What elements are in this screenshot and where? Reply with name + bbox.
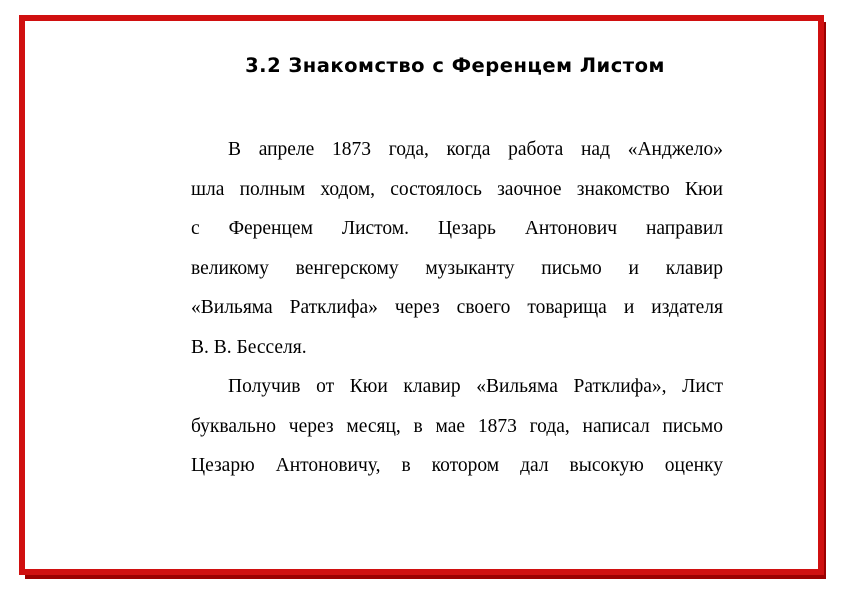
text-line: буквально через месяц, в мае 1873 года, написал письмо: [191, 415, 723, 437]
text-line: В. В. Бесселя.: [191, 336, 307, 358]
body-text: [191, 130, 723, 486]
text-line: шла полным ходом, состоялось заочное знакомство Кюи: [191, 178, 723, 200]
paragraph-2: [191, 367, 723, 486]
text-line: В апреле 1873 года, когда работа над «Анджело»: [228, 139, 723, 160]
text-line: Цезарю Антоновичу, в котором дал высокую оценку: [191, 455, 723, 476]
text-line: «Вильяма Ратклифа» через своего товарища и издателя: [191, 297, 723, 318]
text-line: великому венгерскому музыканту письмо и клавир: [191, 257, 723, 279]
page-title: 3.2 Знакомство с Ференцем Листом: [245, 54, 665, 77]
paragraph-1: [191, 130, 723, 367]
text-line: с Ференцем Листом. Цезарь Антонович направил: [191, 218, 723, 239]
text-line: Получив от Кюи клавир «Вильяма Ратклифа», Лист: [228, 376, 723, 397]
